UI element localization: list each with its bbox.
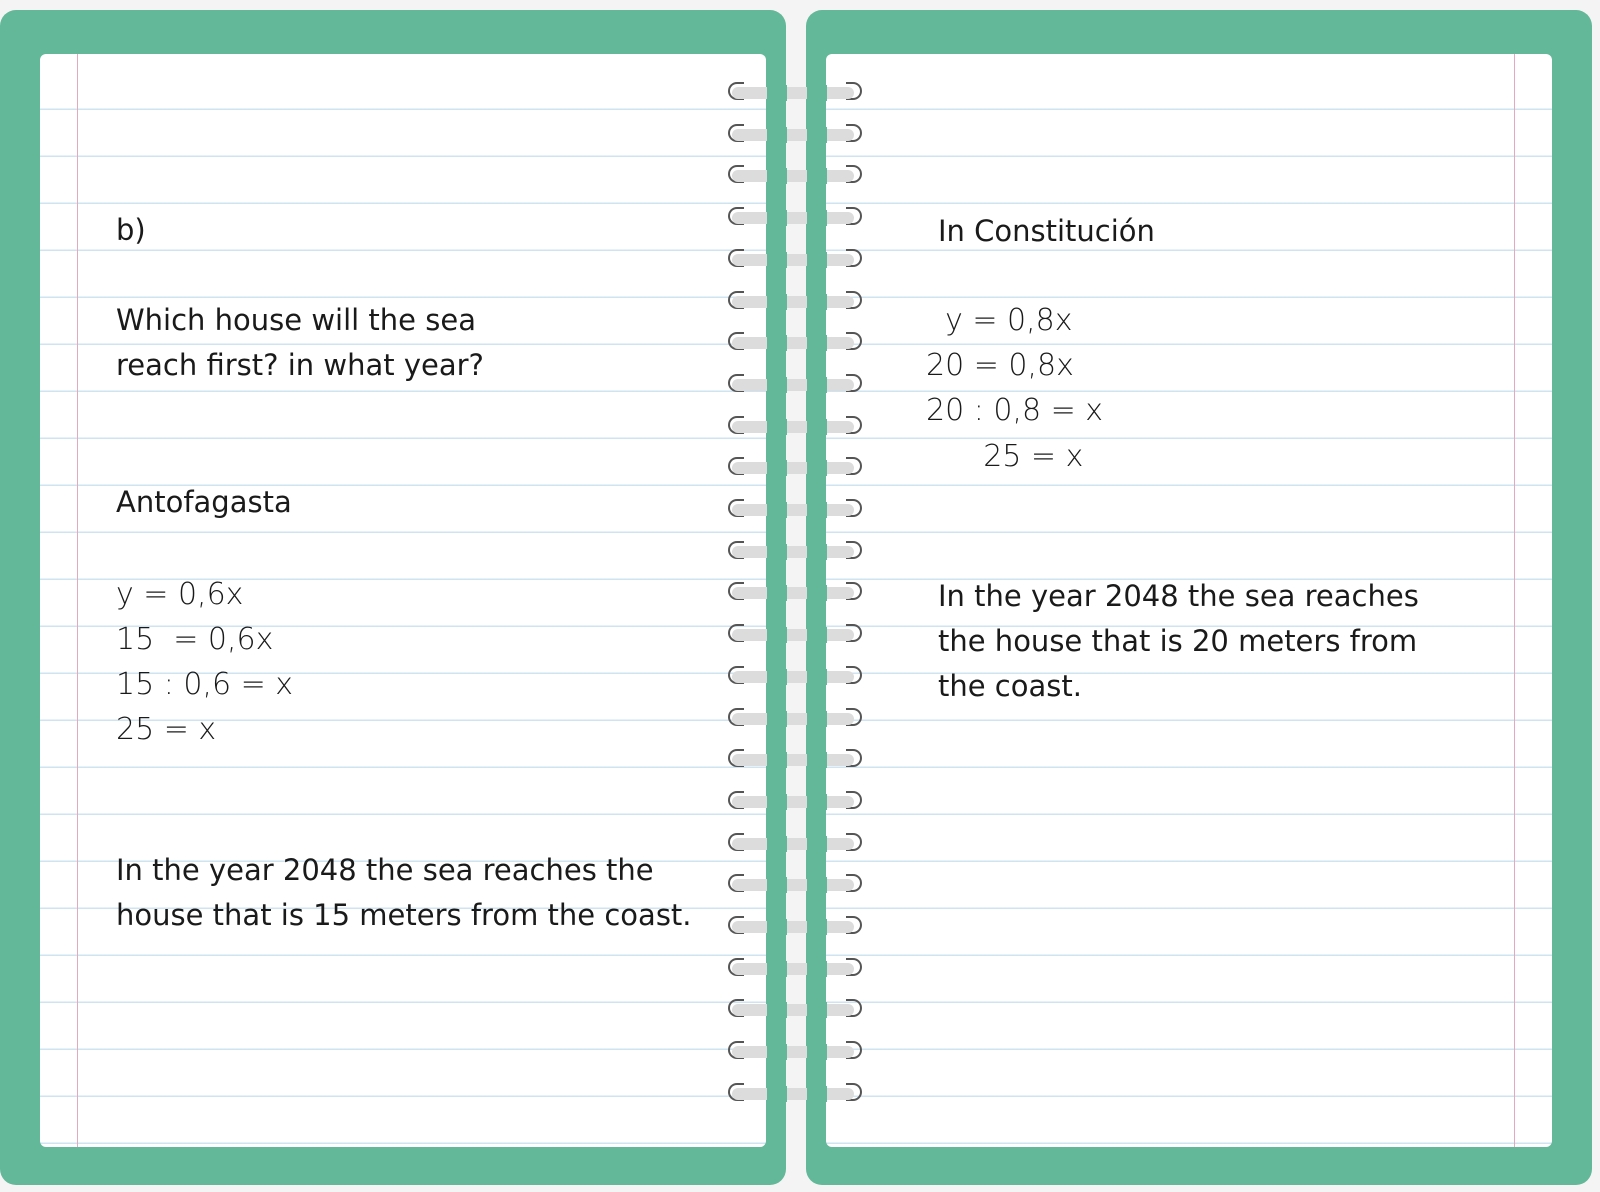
- spiral-ring-wire: [732, 629, 854, 641]
- spiral-ring-gap-r: [807, 210, 827, 226]
- spiral-ring-gap-l: [767, 752, 787, 768]
- spiral-ring: [720, 958, 870, 980]
- spiral-ring-gap-l: [767, 252, 787, 268]
- spiral-ring: [720, 165, 870, 187]
- spiral-ring-gap-r: [807, 168, 827, 184]
- spiral-ring-gap-r: [807, 836, 827, 852]
- spiral-ring-wire: [732, 1004, 854, 1016]
- city-constitucion: In Constitución: [938, 214, 1155, 248]
- spiral-ring-gap-r: [807, 585, 827, 601]
- spiral-ring-gap-r: [807, 127, 827, 143]
- spiral-ring-wire: [732, 87, 854, 99]
- spiral-ring-gap-r: [807, 752, 827, 768]
- right-equation-line-2: 20 = 0,8x: [926, 348, 1074, 383]
- spiral-ring-gap-l: [767, 294, 787, 310]
- right-equation-line-3: 20 : 0,8 = x: [926, 393, 1104, 428]
- spiral-ring-gap-r: [807, 669, 827, 685]
- spiral-ring-wire: [732, 170, 854, 182]
- spiral-ring: [720, 457, 870, 479]
- part-label: b): [116, 213, 146, 247]
- spiral-ring-gap-r: [807, 544, 827, 560]
- spiral-ring-gap-r: [807, 502, 827, 518]
- equation-line-2: 15 = 0,6x: [116, 622, 274, 657]
- spiral-ring-gap-l: [767, 419, 787, 435]
- spiral-ring: [720, 541, 870, 563]
- spiral-ring: [720, 833, 870, 855]
- question-line-1: Which house will the sea: [116, 303, 476, 337]
- spiral-ring-gap-l: [767, 335, 787, 351]
- spiral-ring: [720, 416, 870, 438]
- spiral-ring: [720, 582, 870, 604]
- spiral-ring-gap-l: [767, 460, 787, 476]
- spiral-ring-gap-r: [807, 377, 827, 393]
- spiral-ring-gap-l: [767, 919, 787, 935]
- spiral-ring-gap-r: [807, 1044, 827, 1060]
- spiral-ring: [720, 291, 870, 313]
- spiral-ring-wire: [732, 254, 854, 266]
- spiral-ring-wire: [732, 838, 854, 850]
- spiral-ring-gap-r: [807, 335, 827, 351]
- spiral-ring-gap-l: [767, 669, 787, 685]
- spiral-ring-gap-l: [767, 85, 787, 101]
- spiral-ring-gap-l: [767, 502, 787, 518]
- spiral-ring-gap-r: [807, 627, 827, 643]
- right-cover: [806, 10, 1592, 1185]
- spiral-ring: [720, 374, 870, 396]
- spiral-ring: [720, 916, 870, 938]
- spiral-ring-wire: [732, 212, 854, 224]
- spiral-ring-wire: [732, 546, 854, 558]
- spiral-ring: [720, 791, 870, 813]
- spiral-ring-gap-l: [767, 794, 787, 810]
- spiral-ring-gap-l: [767, 711, 787, 727]
- spiral-ring-wire: [732, 504, 854, 516]
- spiral-ring-gap-r: [807, 919, 827, 935]
- spiral-ring-gap-l: [767, 210, 787, 226]
- spiral-binding: [720, 0, 870, 1192]
- spiral-ring-gap-r: [807, 1002, 827, 1018]
- spiral-ring-gap-r: [807, 460, 827, 476]
- right-equation-line-4: 25 = x: [926, 439, 1084, 474]
- spiral-ring: [720, 499, 870, 521]
- spiral-ring-wire: [732, 671, 854, 683]
- spiral-ring: [720, 249, 870, 271]
- spiral-ring-gap-l: [767, 1002, 787, 1018]
- spiral-ring: [720, 124, 870, 146]
- spiral-ring-wire: [732, 963, 854, 975]
- spiral-ring-wire: [732, 129, 854, 141]
- spiral-ring-gap-l: [767, 377, 787, 393]
- spiral-ring-wire: [732, 337, 854, 349]
- spiral-ring-wire: [732, 754, 854, 766]
- answer-line-1: In the year 2048 the sea reaches the: [116, 853, 654, 887]
- spiral-ring-gap-r: [807, 961, 827, 977]
- right-answer-line-1: In the year 2048 the sea reaches: [938, 579, 1419, 613]
- right-equation-line-1: y = 0,8x: [926, 303, 1073, 338]
- spiral-ring-gap-r: [807, 794, 827, 810]
- spiral-ring-wire: [732, 921, 854, 933]
- question-line-2: reach first? in what year?: [116, 348, 484, 382]
- spiral-ring-gap-l: [767, 544, 787, 560]
- spiral-ring: [720, 207, 870, 229]
- left-margin-line: [77, 54, 78, 1147]
- right-answer-line-2: the house that is 20 meters from: [938, 624, 1418, 658]
- spiral-ring-wire: [732, 421, 854, 433]
- spiral-ring-wire: [732, 713, 854, 725]
- spiral-ring-gap-r: [807, 294, 827, 310]
- spiral-ring: [720, 666, 870, 688]
- spiral-ring: [720, 749, 870, 771]
- spiral-ring-wire: [732, 1046, 854, 1058]
- spiral-ring-gap-l: [767, 627, 787, 643]
- equation-line-3: 15 : 0,6 = x: [116, 667, 294, 702]
- left-cover: [0, 10, 786, 1185]
- spiral-ring-wire: [732, 296, 854, 308]
- spiral-ring-gap-r: [807, 877, 827, 893]
- left-page: [40, 54, 766, 1147]
- spiral-ring: [720, 999, 870, 1021]
- right-page: [826, 54, 1552, 1147]
- spiral-ring-gap-l: [767, 877, 787, 893]
- spiral-ring-wire: [732, 462, 854, 474]
- spiral-ring: [720, 874, 870, 896]
- spiral-ring: [720, 1083, 870, 1105]
- spiral-ring: [720, 708, 870, 730]
- spiral-ring-gap-r: [807, 711, 827, 727]
- spiral-ring-gap-r: [807, 85, 827, 101]
- spiral-ring-wire: [732, 1088, 854, 1100]
- spiral-ring-gap-l: [767, 836, 787, 852]
- equation-line-4: 25 = x: [116, 712, 217, 747]
- answer-line-2: house that is 15 meters from the coast.: [116, 898, 692, 932]
- spiral-ring-wire: [732, 879, 854, 891]
- spiral-ring-gap-l: [767, 961, 787, 977]
- spiral-ring: [720, 82, 870, 104]
- right-margin-line: [1514, 54, 1515, 1147]
- spiral-ring: [720, 332, 870, 354]
- spiral-ring-gap-r: [807, 252, 827, 268]
- right-answer-line-3: the coast.: [938, 669, 1082, 703]
- spiral-ring-wire: [732, 379, 854, 391]
- equation-line-1: y = 0,6x: [116, 577, 244, 612]
- spiral-ring-gap-l: [767, 168, 787, 184]
- spiral-ring-gap-l: [767, 1044, 787, 1060]
- spiral-ring-gap-r: [807, 1086, 827, 1102]
- spiral-ring-gap-l: [767, 585, 787, 601]
- spiral-ring: [720, 624, 870, 646]
- spiral-ring-wire: [732, 587, 854, 599]
- spiral-ring: [720, 1041, 870, 1063]
- spiral-ring-gap-l: [767, 1086, 787, 1102]
- city-antofagasta: Antofagasta: [116, 485, 292, 519]
- spiral-ring-gap-l: [767, 127, 787, 143]
- spiral-ring-gap-r: [807, 419, 827, 435]
- spiral-ring-wire: [732, 796, 854, 808]
